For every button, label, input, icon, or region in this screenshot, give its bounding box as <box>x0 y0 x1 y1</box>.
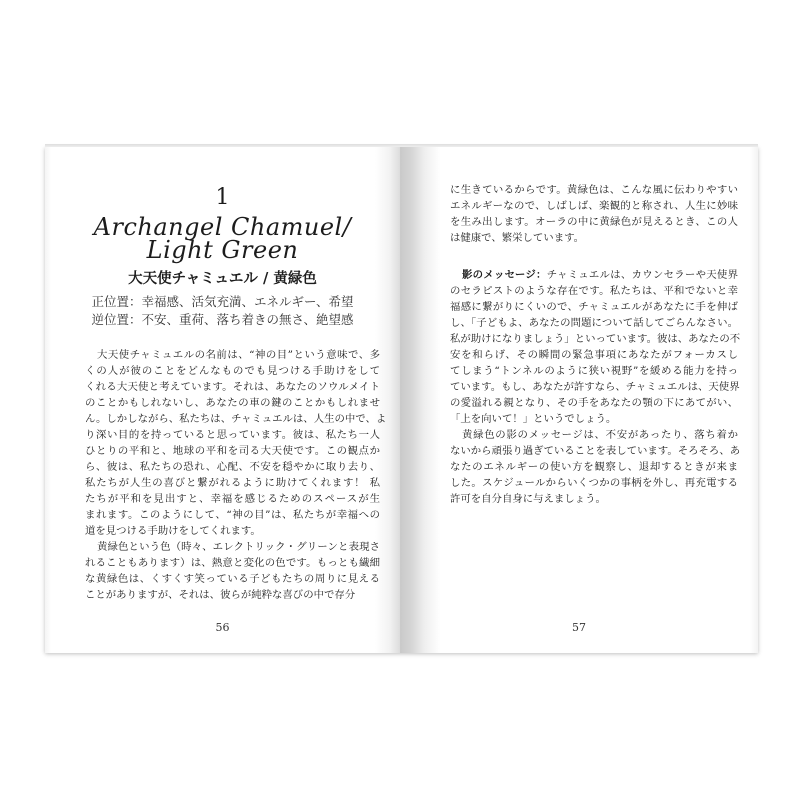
reversed-meaning: 逆位置：不安、重荷、落ち着きの無さ、絶望感 <box>91 312 354 327</box>
body-text-line: のセラピストのような存在です。私たちは、平和でないと幸 <box>450 285 738 297</box>
body-text-line: は健康で、繁栄しています。 <box>450 232 585 244</box>
upright-meaning: 正位置：幸福感、活気充満、エネルギー、希望 <box>91 294 354 309</box>
body-text-line: ないから頑張り過ぎていることを表しています。そろそろ、あ <box>450 445 741 457</box>
right-page <box>400 147 758 653</box>
left-page <box>45 147 400 653</box>
chapter-title-japanese: 大天使チャミュエル / 黄緑色 <box>128 270 317 287</box>
body-text-line: れることもあります）は、熱意と変化の色です。もっとも繊細 <box>85 557 380 569</box>
body-text-line: ひとりの平和と、地球の平和を司る大天使です。この観点か <box>85 445 380 457</box>
body-text-line: し、「子どもよ、あなたの問題について話してごらんなさい。 <box>450 317 738 329</box>
body-text-line: ています。もし、あなたが許すなら、チャミュエルは、天使界 <box>450 381 740 393</box>
body-text-line: のことかもしれないし、あなたの車の鍵のことかもしれませ <box>85 397 380 409</box>
body-text-line: まれます。このようにして、“神の目”は、私たちが幸福への <box>85 509 380 521</box>
body-text-line: した。スケジュールからいくつかの事柄を外し、再充電する <box>450 477 738 489</box>
body-text-line: 道を見つける手助けをしてくれます。 <box>85 525 261 537</box>
body-text-line: の愛溢れる親となり、その手をあなたの顎の下にあてがい、 <box>450 397 738 409</box>
body-text-line: 安を和らげ、その瞬間の緊急事項にあなたがフォーカスし <box>450 349 738 361</box>
body-text-line: を生み出します。オーラの中に黄緑色が見えるとき、この人 <box>450 216 738 228</box>
body-text-line: に生きているからです。黄緑色は、こんな風に伝わりやすい <box>450 184 738 196</box>
chapter-number: 1 <box>215 185 230 210</box>
page-number-left: 56 <box>215 621 230 634</box>
body-text-line: 黄緑色の影のメッセージは、不安があったり、落ち着か <box>462 429 738 441</box>
body-text-line: 私が助けになりましょう」といっています。彼は、あなたの不 <box>450 333 741 345</box>
body-text-line: エネルギーなので、しばしば、楽観的と称され、人生に妙味 <box>450 200 738 212</box>
body-text-line: たちが平和を見出すと、幸福を感じるためのスペースが生 <box>85 493 380 505</box>
body-text-line: 許可を自分自身に与えましょう。 <box>450 493 606 505</box>
body-text-line: ことがありますが、それは、彼らが純粋な喜びの中で存分 <box>85 589 356 601</box>
chapter-title-english-line1: Archangel Chamuel/ <box>93 213 352 241</box>
page-number-right: 57 <box>572 621 586 634</box>
body-text-line: 大天使チャミュエルの名前は、“神の目”という意味で、多 <box>97 349 380 361</box>
body-text-line: くれる大天使と考えています。それは、あなたのソウルメイト <box>85 381 380 393</box>
body-text-line: ら、彼は、私たちの恐れ、心配、不安を穏やかに取り去り、 <box>85 461 380 473</box>
body-text-line: なたのエネルギーの使い方を観察し、退却するときが来ま <box>450 461 738 473</box>
body-text: チャミュエルは、カウンセラーや天使界 <box>546 269 738 281</box>
open-book <box>45 147 758 653</box>
body-text-line: 私たちが人生の喜びと繋がれるように助けてくれます！ 私 <box>85 477 380 489</box>
body-text-line: 「上を向いて！」というでしょう。 <box>450 413 617 425</box>
chapter-title-english-line2: Light Green <box>146 236 299 264</box>
shadow-message-heading: 影のメッセージ： <box>462 269 547 281</box>
shadow-message-first-line <box>462 267 738 283</box>
body-text-line: 福感に繋がりにくいので、チャミュエルがあなたに手を伸ば <box>450 301 738 313</box>
body-text-line: り深い目的を持っていると思っています。彼は、私たち一人 <box>85 429 380 441</box>
body-text-line: ん。しかしながら、私たちは、チャミュエルは、人生の中で、よ <box>85 413 387 425</box>
body-text-line: てしまう“トンネルのように狭い視野”を緩める能力を持っ <box>450 365 738 377</box>
body-text-line: 黄緑色という色（時々、エレクトリック・グリーンと表現さ <box>97 541 380 553</box>
body-text-line: くの人が彼のことをどんなものでも見つける手助けをして <box>85 365 380 377</box>
body-text-line: な黄緑色は、くすくす笑っている子どもたちの周りに見える <box>85 573 380 585</box>
